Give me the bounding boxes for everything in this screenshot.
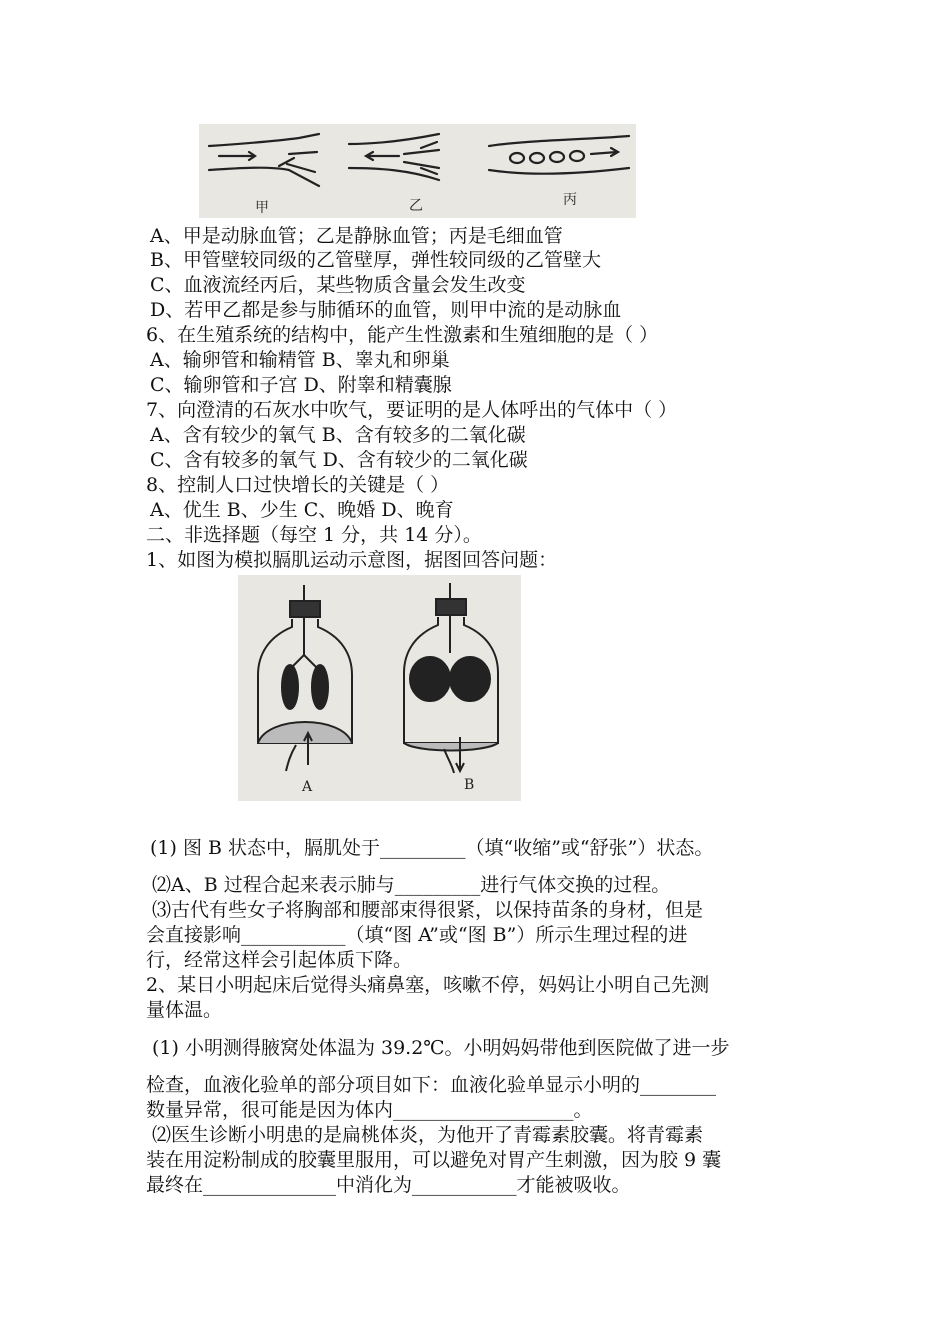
text-line: C、含有较多的氧气 D、含有较少的二氧化碳 (150, 449, 528, 471)
text-line: 二、非选择题（每空 1 分，共 14 分）。 (146, 524, 482, 546)
text-line: 1、如图为模拟膈肌运动示意图，据图回答问题： (146, 549, 558, 571)
text-line: 8、控制人口过快增长的关键是（ ） (146, 474, 450, 496)
text-line: C、输卵管和子宫 D、附睾和精囊腺 (150, 374, 452, 396)
text-line: A、含有较少的氧气 B、含有较多的二氧化碳 (150, 424, 526, 446)
diaphragm-model-drawing (238, 575, 521, 801)
text-line: 数量异常，很可能是因为体内___________________。 (146, 1099, 593, 1121)
text-line: C、血液流经丙后，某些物质含量会发生改变 (150, 274, 526, 296)
text-line: A、优生 B、少生 C、晚婚 D、晚育 (150, 499, 454, 521)
text-line: D、若甲乙都是参与肺循环的血管，则甲中流的是动脉血 (150, 299, 622, 321)
text-line: 行，经常这样会引起体质下降。 (146, 949, 413, 971)
text-line: 最终在______________中消化为___________才能被吸收。 (146, 1174, 631, 1196)
label-b: B (464, 777, 475, 793)
label-yi: 乙 (409, 198, 423, 214)
text-line: A、输卵管和输精管 B、睾丸和卵巢 (150, 349, 450, 371)
text-line: A、甲是动脉血管；乙是静脉血管；丙是毛细血管 (150, 225, 563, 247)
text-line: ⑶古代有些女子将胸部和腰部束得很紧，以保持苗条的身材，但是 (152, 899, 704, 921)
text-line: B、甲管壁较同级的乙管壁厚，弹性较同级的乙管壁大 (150, 249, 601, 271)
text-line: 量体温。 (146, 999, 223, 1021)
label-bing: 丙 (563, 192, 577, 208)
label-jia: 甲 (255, 200, 269, 216)
blood-vessel-drawing (199, 124, 636, 218)
text-line: 2、某日小明起床后觉得头痛鼻塞，咳嗽不停，妈妈让小明自己先测 (146, 974, 710, 996)
label-a: A (302, 779, 313, 795)
text-line: ⑵A、B 过程合起来表示肺与_________进行气体交换的过程。 (152, 874, 671, 896)
text-line: 7、向澄清的石灰水中吹气，要证明的是人体呼出的气体中（ ） (146, 399, 678, 421)
text-line: 装在用淀粉制成的胶囊里服用，可以避免对胃产生刺激，因为胶 9 囊 (146, 1149, 722, 1171)
text-line: (1) 小明测得腋窝处体温为 39.2℃。小明妈妈带他到医院做了进一步 (152, 1037, 730, 1059)
text-line: 检查，血液化验单的部分项目如下：血液化验单显示小明的________ (146, 1074, 717, 1096)
text-line: ⑵医生诊断小明患的是扁桃体炎，为他开了青霉素胶囊。将青霉素 (152, 1124, 704, 1146)
text-line: 会直接影响___________（填“图 A”或“图 B”）所示生理过程的进 (146, 924, 688, 946)
text-line: (1) 图 B 状态中，膈肌处于_________（填“收缩”或“舒张”）状态。 (150, 837, 714, 859)
diaphragm-model-figure (238, 575, 521, 801)
blood-vessel-figure (199, 124, 636, 218)
text-line: 6、在生殖系统的结构中，能产生性激素和生殖细胞的是（ ） (146, 324, 659, 346)
